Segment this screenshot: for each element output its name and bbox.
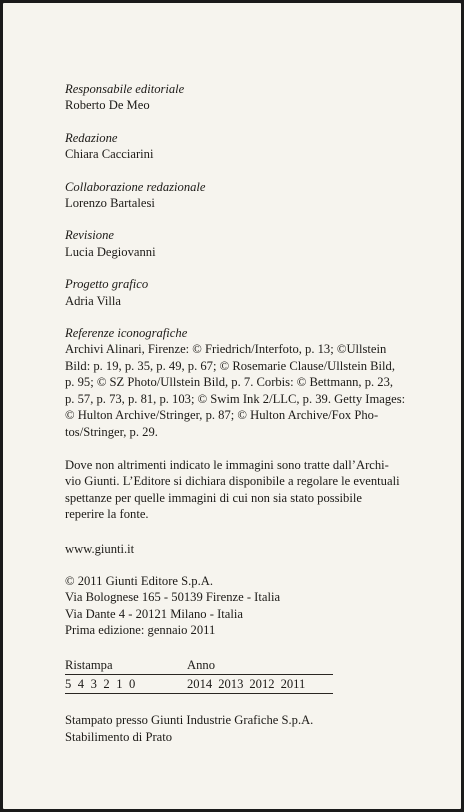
ristampa-label: Ristampa: [65, 657, 113, 672]
reprint-year: 2012: [249, 676, 275, 691]
credit-label: Collaborazione redazionale: [65, 179, 206, 194]
reprint-digit: 0: [128, 676, 136, 691]
website: [65, 541, 421, 557]
credit-label: Progetto grafico: [65, 277, 149, 292]
reprint-year: 2013: [218, 676, 244, 691]
reprint-digit: 3: [90, 676, 97, 691]
anno-label: Anno: [187, 657, 215, 672]
reprint-digit: 1: [116, 676, 123, 691]
credit-responsabile: [65, 81, 421, 114]
credit-name: Adria Villa: [65, 293, 122, 308]
ristampa-table: [65, 657, 333, 695]
notice-line: spettanze per quelle immagini di cui non sia stato possibile: [65, 490, 362, 505]
reprint-digit: 5: [65, 676, 72, 691]
reprint-year: 2011: [280, 676, 306, 691]
credit-name: Lucia Degiovanni: [65, 244, 156, 259]
referenze-line: © Hulton Archive/Stringer, p. 87; © Hulton Archive/Fox Pho-: [65, 408, 379, 423]
credit-label: Redazione: [65, 130, 118, 145]
credit-revisione: [65, 227, 421, 260]
notice-line: reperire la fonte.: [65, 507, 149, 522]
reprint-year: 2014: [187, 676, 213, 691]
credit-redazione: [65, 130, 421, 163]
notice-line: vio Giunti. L’Editore si dichiara disponibile a regolare le eventuali: [65, 474, 400, 489]
credit-label: Revisione: [65, 228, 114, 243]
notice-line: Dove non altrimenti indicato le immagini sono tratte dall’Archi-: [65, 457, 389, 472]
publisher-info: [65, 573, 421, 639]
referenze-iconografiche: [65, 325, 421, 440]
reprint-digit: 4: [77, 676, 85, 691]
referenze-line: tos/Stringer, p. 29.: [65, 424, 158, 439]
credit-collaborazione: [65, 179, 421, 212]
referenze-label: Referenze iconografiche: [65, 326, 188, 341]
publisher-line: © 2011 Giunti Editore S.p.A.: [65, 573, 213, 588]
credit-progetto-grafico: [65, 276, 421, 309]
credit-name: Chiara Cacciarini: [65, 147, 154, 162]
ristampa-values: [65, 675, 333, 694]
publisher-line: Prima edizione: gennaio 2011: [65, 623, 216, 638]
referenze-line: p. 95; © SZ Photo/Ullstein Bild, p. 7. Corbis: © Bettmann, p. 23,: [65, 375, 394, 390]
ristampa-header: [65, 657, 333, 675]
website-url: www.giunti.it: [65, 541, 135, 556]
reprint-years: [187, 676, 333, 692]
colophon-page: [3, 3, 461, 809]
reprint-digit: 2: [103, 676, 110, 691]
printer-info: [65, 712, 421, 745]
image-rights-notice: [65, 457, 421, 523]
publisher-line: Via Dante 4 - 20121 Milano - Italia: [65, 606, 243, 621]
printer-line: Stabilimento di Prato: [65, 729, 173, 744]
credit-label: Responsabile editoriale: [65, 82, 185, 96]
credit-name: Lorenzo Bartalesi: [65, 196, 155, 211]
credit-name: Roberto De Meo: [65, 98, 150, 113]
referenze-line: Bild: p. 19, p. 35, p. 49, p. 67; © Rosemarie Clause/Ullstein Bild,: [65, 358, 395, 373]
referenze-line: p. 57, p. 73, p. 81, p. 103; © Swim Ink 2/LLC, p. 39. Getty Images:: [65, 391, 406, 406]
printer-line: Stampato presso Giunti Industrie Grafiche S.p.A.: [65, 713, 314, 728]
referenze-line: Archivi Alinari, Firenze: © Friedrich/Interfoto, p. 13; ©Ullstein: [65, 342, 387, 357]
publisher-line: Via Bolognese 165 - 50139 Firenze - Italia: [65, 590, 281, 605]
colophon-content: [65, 81, 421, 745]
reprint-digits: [65, 676, 187, 692]
